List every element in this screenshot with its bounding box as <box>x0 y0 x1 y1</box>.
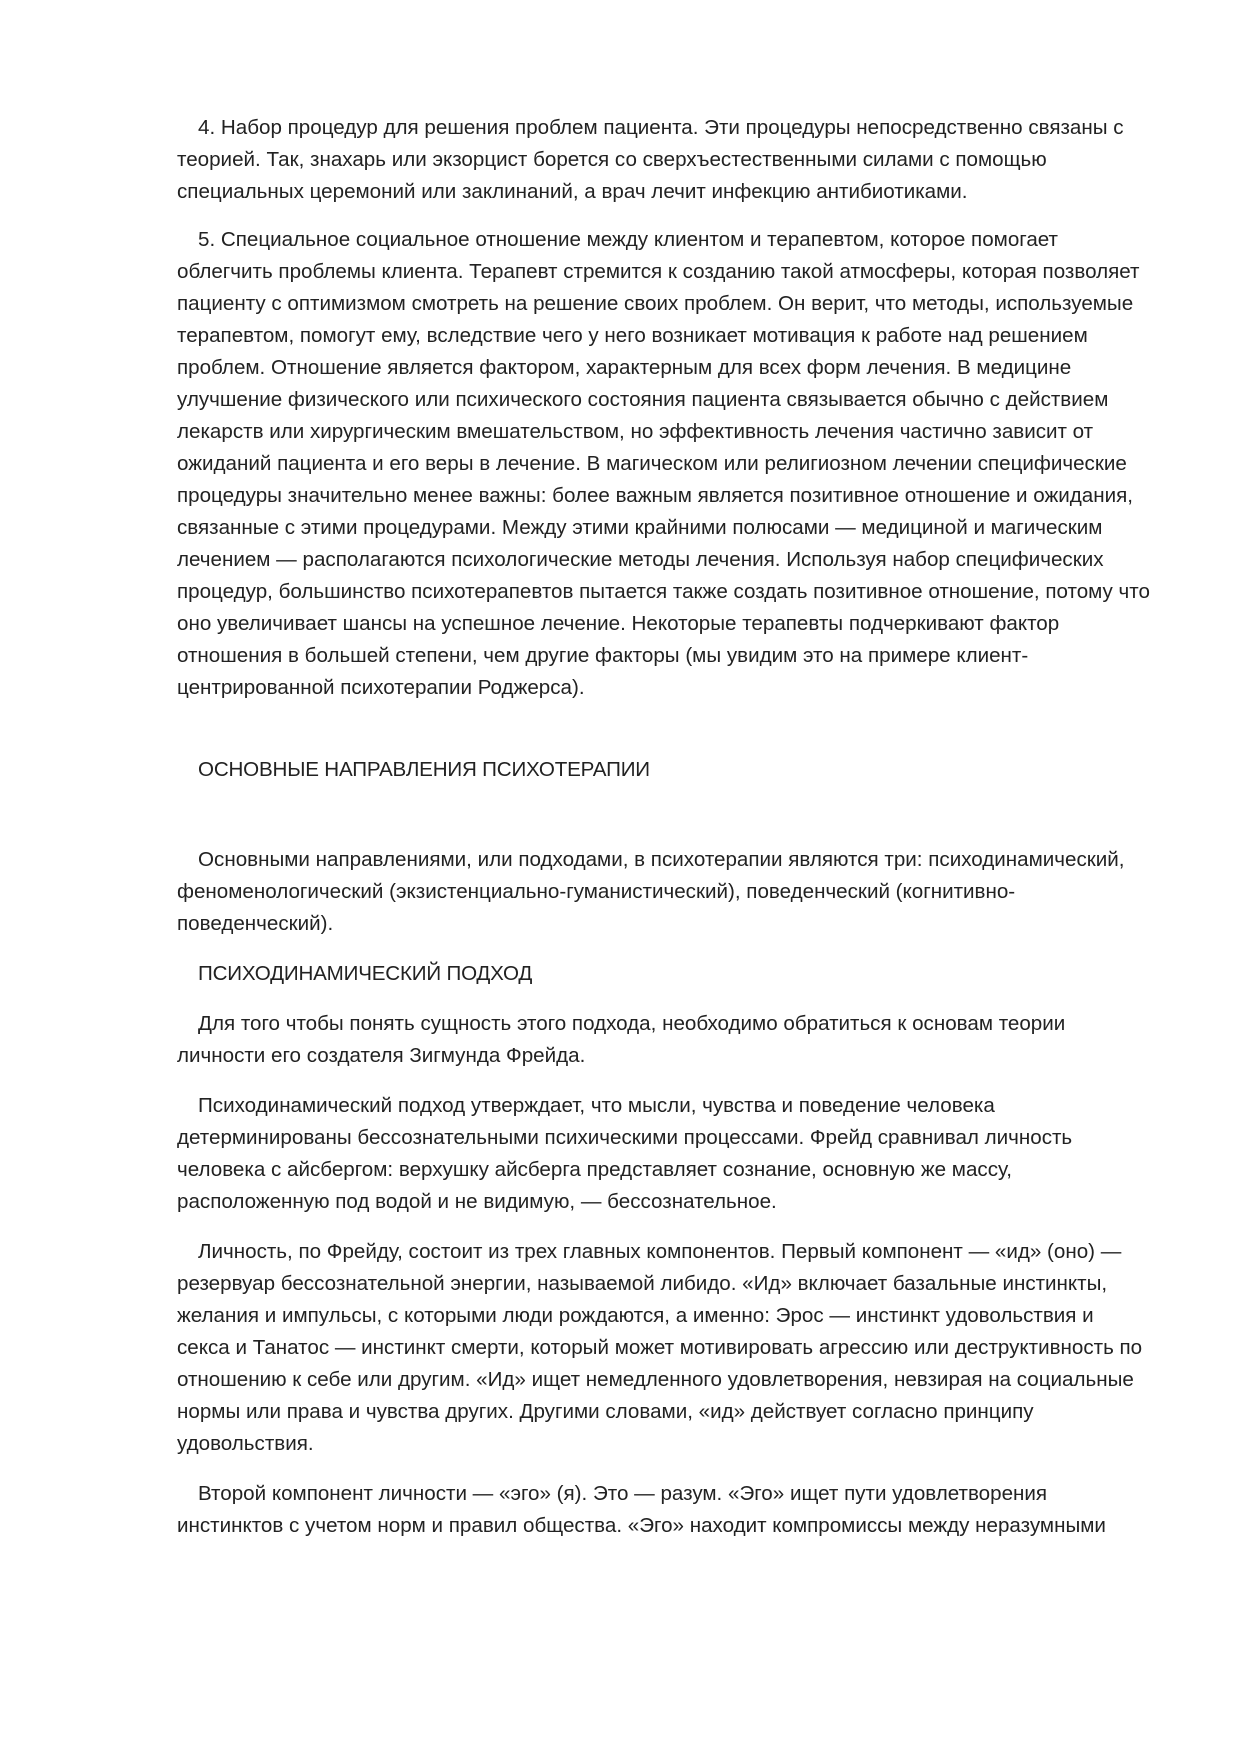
spacer <box>177 704 1152 754</box>
paragraph-id-component: Личность, по Фрейду, состоит из трех главных компонентов. Первый компонент — «ид» (оно) — резервуар бессознательной энергии, называемой либидо. «Ид» включает базальные инстинкты, желания и импульсы, с которыми люди рождаются, а именно: Эрос — инстинкт удовольствия и секса и Танатос — инстинкт смерти, который может мотивировать агрессию или деструктивность по отношению к себе или другим. «Ид» ищет немедленного удовлетворения, невзирая на социальные нормы или права и чувства других. Другими словами, «ид» действует согласно принципу удовольствия. <box>177 1240 1143 1455</box>
paragraph-main-directions: Основными направлениями, или подходами, в психотерапии являются три: психодинамический, феноменологический (экзистенциально-гуманистический), поведенческий (когнитивно-поведенческий). <box>177 848 1125 935</box>
section-heading-psychodynamic: ПСИХОДИНАМИЧЕСКИЙ ПОДХОД <box>198 962 533 985</box>
spacer <box>177 786 1152 844</box>
document-page <box>177 112 1152 1542</box>
spacer <box>177 940 1152 958</box>
spacer <box>177 990 1152 1008</box>
spacer <box>177 1072 1152 1090</box>
paragraph-freud-intro: Для того чтобы понять сущность этого подхода, необходимо обратиться к основам теории личности его создателя Зигмунда Фрейда. <box>177 1012 1066 1067</box>
paragraph-ego-component: Второй компонент личности — «эго» (я). Это — разум. «Эго» ищет пути удовлетворения инстинктов с учетом норм и правил общества. «Эго» находит компромиссы между неразумными <box>177 1482 1106 1537</box>
spacer <box>177 1460 1152 1478</box>
section-heading-main-directions: ОСНОВНЫЕ НАПРАВЛЕНИЯ ПСИХОТЕРАПИИ <box>198 758 650 781</box>
paragraph-procedures: 4. Набор процедур для решения проблем пациента. Эти процедуры непосредственно связаны с теорией. Так, знахарь или экзорцист борется со сверхъестественными силами с помощью специальных церемоний или заклинаний, а врач лечит инфекцию антибиотиками. <box>177 116 1124 203</box>
spacer <box>177 208 1152 224</box>
paragraph-social-relationship: 5. Специальное социальное отношение между клиентом и терапевтом, которое помогает облегчить проблемы клиента. Терапевт стремится к созданию такой атмосферы, которая позволяет пациенту с оптимизмом смотреть на решение своих проблем. Он верит, что методы, используемые терапевтом, помогут ему, вследствие чего у него возникает мотивация к работе над решением проблем. Отношение является фактором, характерным для всех форм лечения. В медицине улучшение физического или психического состояния пациента связывается обычно с действием лекарств или хирургическим вмешательством, но эффективность лечения частично зависит от ожиданий пациента и его веры в лечение. В магическом или религиозном лечении специфические процедуры значительно менее важны: более важным является позитивное отношение и ожидания, связанные с этими процедурами. Между этими крайними полюсами — медициной и магическим лечением — располагаются психологические методы лечения. Используя набор специфических процедур, большинство психотерапевтов пытается также создать позитивное отношение, потому что оно увеличивает шансы на успешное лечение. Некоторые терапевты подчеркивают фактор отношения в большей степени, чем другие факторы (мы увидим это на примере клиент-центрированной психотерапии Роджерса). <box>177 228 1150 699</box>
spacer <box>177 1218 1152 1236</box>
paragraph-psychodynamic-claim: Психодинамический подход утверждает, что мысли, чувства и поведение человека детерминированы бессознательными психическими процессами. Фрейд сравнивал личность человека с айсбергом: верхушку айсберга представляет сознание, основную же массу, расположенную под водой и не видимую, — бессознательное. <box>177 1094 1073 1213</box>
